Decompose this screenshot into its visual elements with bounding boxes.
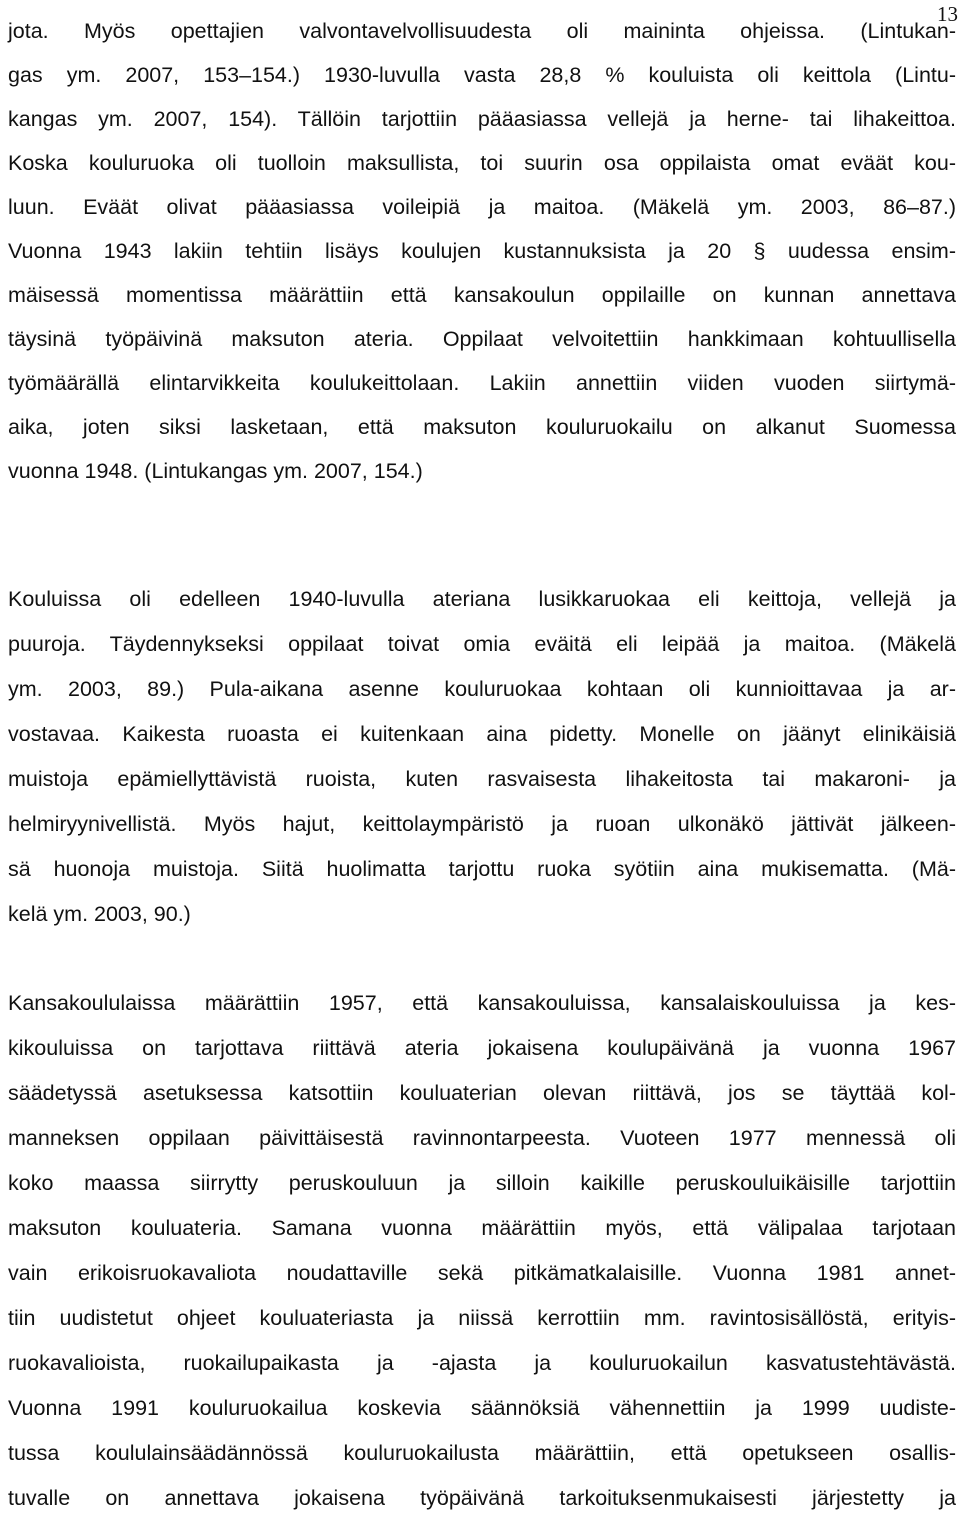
- text-line: työmäärällä elintarvikkeita koulukeittolaan. Lakiin annettiin viiden vuoden siirtymä-: [8, 371, 956, 395]
- text-line: maksuton kouluateria. Samana vuonna määrättiin myös, että välipalaa tarjotaan: [8, 1216, 956, 1240]
- text-line: koko maassa siirrytty peruskouluun ja silloin kaikille peruskouluikäisille tarjottiin: [8, 1171, 956, 1195]
- text-line: kikouluissa on tarjottava riittävä ateria jokaisena koulupäivänä ja vuonna 1967: [8, 1036, 956, 1060]
- page-number: 13: [937, 2, 958, 26]
- text-line: aika, joten siksi lasketaan, että maksuton kouluruokailu on alkanut Suomessa: [8, 415, 956, 439]
- text-line: gas ym. 2007, 153–154.) 1930-luvulla vasta 28,8 % kouluista oli keittola (Lintu-: [8, 63, 956, 87]
- text-line: Vuonna 1991 kouluruokailua koskevia säännöksiä vähennettiin ja 1999 uudiste-: [8, 1396, 956, 1420]
- text-line: puuroja. Täydennykseksi oppilaat toivat omia eväitä eli leipää ja maitoa. (Mäkelä: [8, 632, 956, 656]
- text-line: kangas ym. 2007, 154). Tällöin tarjottiin pääasiassa vellejä ja herne- tai lihakeittoa.: [8, 107, 956, 131]
- text-line: manneksen oppilaan päivittäisestä ravinnontarpeesta. Vuoteen 1977 mennessä oli: [8, 1126, 956, 1150]
- text-line: kelä ym. 2003, 90.): [8, 902, 191, 926]
- text-line: Kouluissa oli edelleen 1940-luvulla ateriana lusikkaruokaa eli keittoja, vellejä ja: [8, 587, 956, 611]
- text-line: ym. 2003, 89.) Pula-aikana asenne kouluruokaa kohtaan oli kunnioittavaa ja ar-: [8, 677, 956, 701]
- text-line: jota. Myös opettajien valvontavelvollisuudesta oli maininta ohjeissa. (Lintukan-: [8, 19, 956, 43]
- text-line: sä huonoja muistoja. Siitä huolimatta tarjottu ruoka syötiin aina mukisematta. (Mä-: [8, 857, 956, 881]
- text-line: Kansakoululaissa määrättiin 1957, että kansakouluissa, kansalaiskouluissa ja kes-: [8, 991, 956, 1015]
- text-line: ruokavalioista, ruokailupaikasta ja -ajasta ja kouluruokailun kasvatustehtävästä.: [8, 1351, 956, 1375]
- text-line: Vuonna 1943 lakiin tehtiin lisäys koulujen kustannuksista ja 20 § uudessa ensim-: [8, 239, 956, 263]
- paragraph-2: [8, 577, 956, 937]
- paragraph-1: [8, 9, 956, 493]
- text-line: tussa koululainsäädännössä kouluruokailusta määrättiin, että opetukseen osallis-: [8, 1441, 956, 1465]
- text-line: vain erikoisruokavaliota noudattaville sekä pitkämatkalaisille. Vuonna 1981 annet-: [8, 1261, 956, 1285]
- text-line: täysinä työpäivinä maksuton ateria. Oppilaat velvoitettiin hankkimaan kohtuullisella: [8, 327, 956, 351]
- text-line: vostavaa. Kaikesta ruoasta ei kuitenkaan aina pidetty. Monelle on jäänyt elinikäisiä: [8, 722, 956, 746]
- text-line: tuvalle on annettava jokaisena työpäivänä tarkoituksenmukaisesti järjestetty ja: [8, 1486, 956, 1510]
- text-line: luun. Eväät olivat pääasiassa voileipiä ja maitoa. (Mäkelä ym. 2003, 86–87.): [8, 195, 956, 219]
- text-line: mäisessä momentissa määrättiin että kansakoulun oppilaille on kunnan annettava: [8, 283, 956, 307]
- text-line: Koska kouluruoka oli tuolloin maksullista, toi suurin osa oppilaista omat eväät kou-: [8, 151, 956, 175]
- text-line: vuonna 1948. (Lintukangas ym. 2007, 154.): [8, 459, 423, 483]
- text-line: säädetyssä asetuksessa katsottiin kouluaterian olevan riittävä, jos se täyttää kol-: [8, 1081, 956, 1105]
- text-line: helmiryynivellistä. Myös hajut, keittolaympäristö ja ruoan ulkonäkö jättivät jälkeen-: [8, 812, 956, 836]
- text-line: muistoja epämiellyttävistä ruoista, kuten rasvaisesta lihakeitosta tai makaroni- ja: [8, 767, 956, 791]
- text-line: tiin uudistetut ohjeet kouluateriasta ja niissä kerrottiin mm. ravintosisällöstä, erityis-: [8, 1306, 956, 1330]
- paragraph-3: [8, 981, 956, 1521]
